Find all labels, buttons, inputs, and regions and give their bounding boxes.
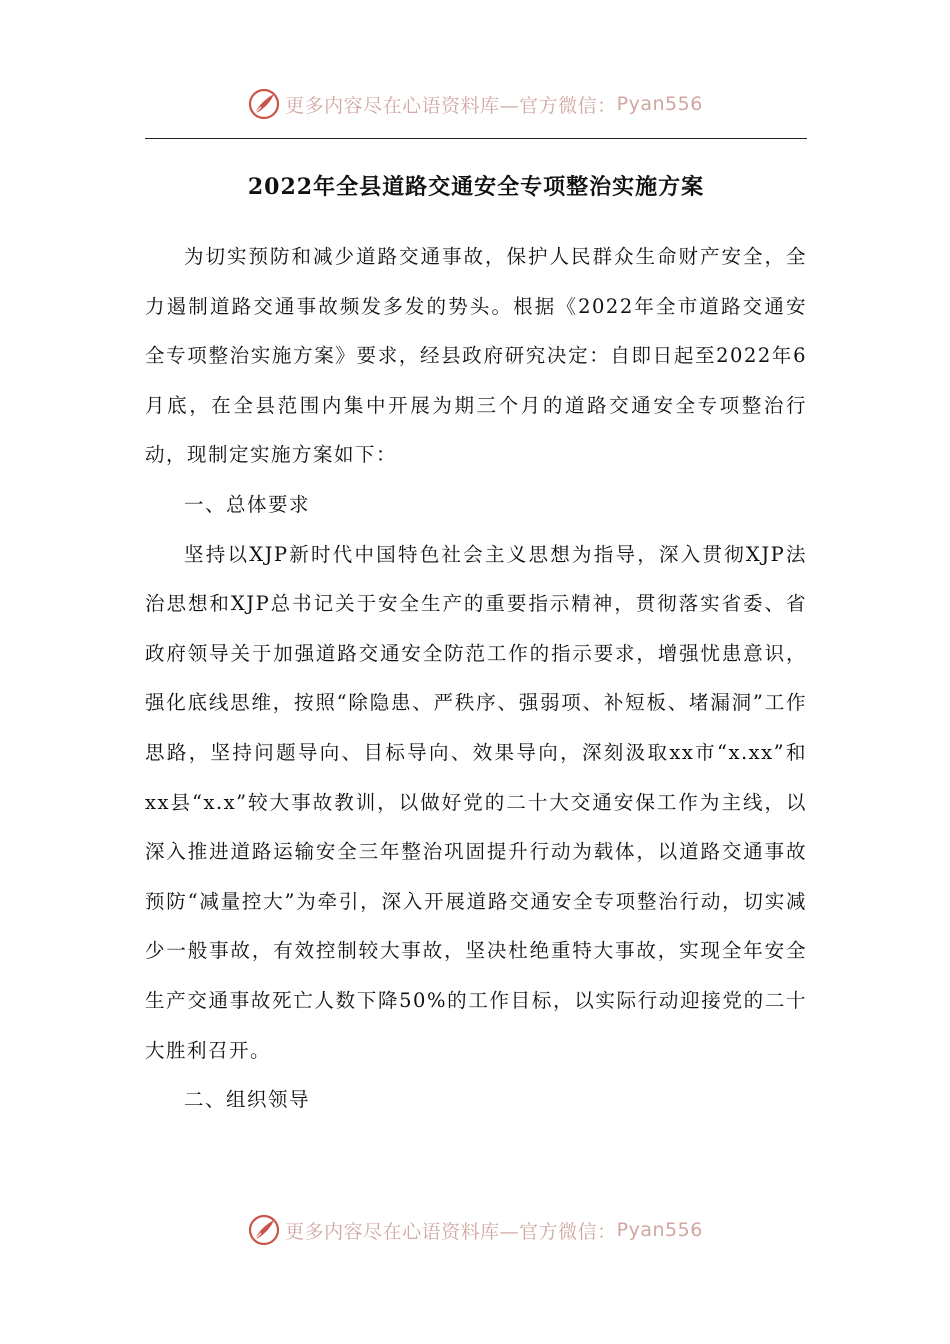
section-heading-1: 一、总体要求 — [184, 492, 311, 516]
wechat-id: Pyan556 — [616, 93, 703, 115]
footer-banner — [0, 1210, 950, 1250]
intro-paragraph: 为切实预防和减少道路交通事故，保护人民群众生命财产安全，全力遏制道路交通事故频发多发的势头。根据《2022年全市道路交通安全专项整治实施方案》要求，经县政府研究决定：自即日起至2022年6月底，在全县范围内集中开展为期三个月的道路交通安全专项整治行动，现制定实施方案如下： — [145, 245, 807, 467]
header-divider — [145, 138, 807, 139]
document-body — [145, 232, 807, 1125]
quill-logo-icon — [247, 87, 281, 121]
header-banner — [0, 84, 950, 124]
wechat-id: Pyan556 — [616, 1219, 703, 1241]
banner-text: 更多内容尽在心语资料库—官方微信： — [285, 1220, 617, 1243]
document-title: 2022年全县道路交通安全专项整治实施方案 — [247, 174, 705, 200]
section-heading-2: 二、组织领导 — [184, 1088, 311, 1112]
banner-text: 更多内容尽在心语资料库—官方微信： — [285, 94, 617, 117]
section-1-paragraph: 坚持以XJP新时代中国特色社会主义思想为指导，深入贯彻XJP法治思想和XJP总书记关于安全生产的重要指示精神，贯彻落实省委、省政府领导关于加强道路交通安全防范工作的指示要求，增强忧患意识，强化底线思维，按照“除隐患、严秩序、强弱项、补短板、堵漏洞”工作思路，坚持问题导向、目标导向、效果导向，深刻汲取xx市“x.xx”和xx县“x.x”较大事故教训，以做好党的二十大交通安保工作为主线，以深入推进道路运输安全三年整治巩固提升行动为载体，以道路交通事故预防“减量控大”为牵引，深入开展道路交通安全专项整治行动，切实减少一般事故，有效控制较大事故，坚决杜绝重特大事故，实现全年安全生产交通事故死亡人数下降50%的工作目标，以实际行动迎接党的二十大胜利召开。 — [145, 542, 807, 1062]
quill-logo-icon — [247, 1213, 281, 1247]
